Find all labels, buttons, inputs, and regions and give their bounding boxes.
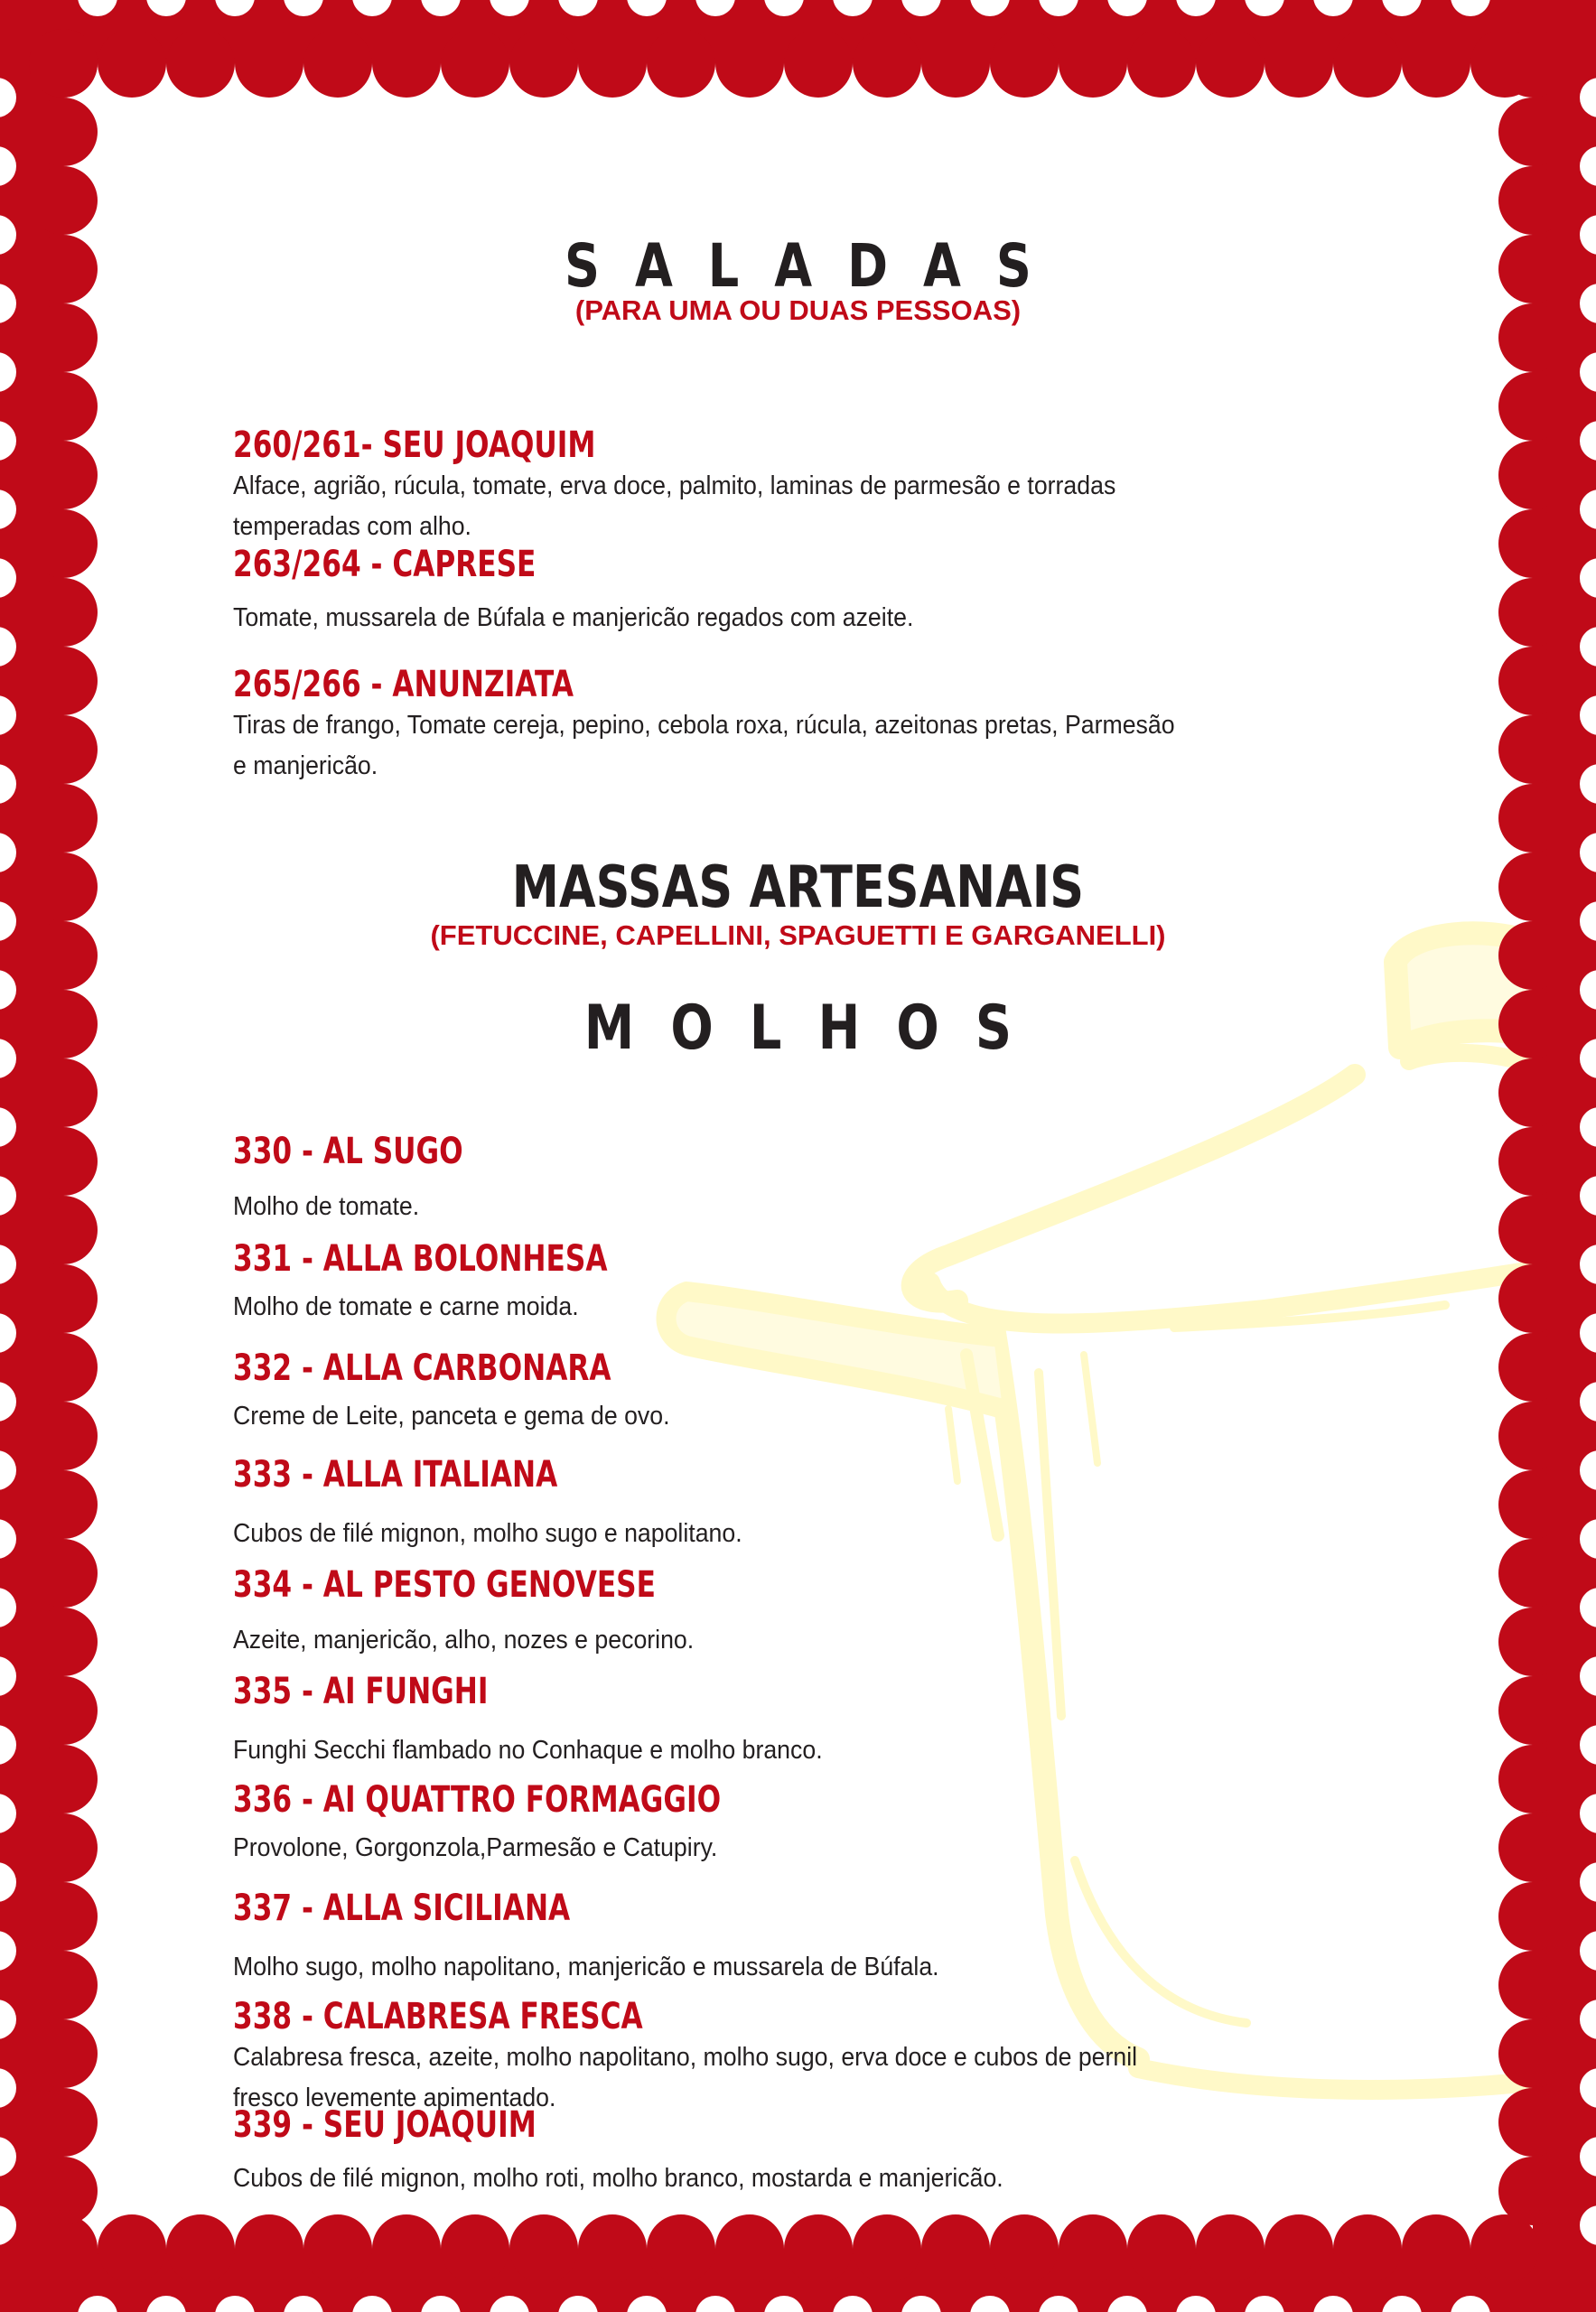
item-title: 330 - AL SUGO [233,1131,463,1172]
menu-item [233,424,1299,547]
item-title: 334 - AL PESTO GENOVESE [233,1564,656,1606]
saladas-subtitle: (PARA UMA OU DUAS PESSOAS) [574,294,1022,326]
item-title: 331 - ALLA BOLONHESA [233,1238,608,1280]
menu-item [233,1996,1299,2119]
menu-item [233,1454,1299,1554]
item-title: 335 - AI FUNGHI [233,1671,489,1712]
menu-item [233,2104,1299,2199]
menu-item [233,1671,1299,1771]
item-description: Azeite, manjericão, alho, nozes e pecorino. [233,1626,695,1655]
menu-item [233,1888,1299,1988]
item-description: Provolone, Gorgonzola,Parmesão e Catupiry. [233,1833,718,1862]
item-description: Molho de tomate e carne moida. [233,1292,579,1321]
menu-item [233,1779,1299,1869]
item-description: Funghi Secchi flambado no Conhaque e molho branco. [233,1736,823,1765]
menu-item [233,1347,1299,1437]
item-title: 336 - AI QUATTRO FORMAGGIO [233,1779,722,1821]
item-description: Molho de tomate. [233,1192,420,1221]
massas-title: MASSAS ARTESANAIS [511,854,1085,921]
menu-item [233,664,1299,787]
item-description: Molho sugo, molho napolitano, manjericão e mussarela de Búfala. [233,1953,939,1981]
menu-item [233,544,1299,639]
item-title: 337 - ALLA SICILIANA [233,1888,571,1929]
item-title: 333 - ALLA ITALIANA [233,1454,558,1496]
item-title: 339 - SEU JOAQUIM [233,2104,537,2146]
saladas-title: SALADAS [564,231,1067,301]
item-title: 332 - ALLA CARBONARA [233,1347,611,1389]
item-description: Cubos de filé mignon, molho sugo e napolitano. [233,1519,742,1548]
item-description: Tomate, mussarela de Búfala e manjericão regados com azeite. [233,603,914,632]
item-title: 338 - CALABRESA FRESCA [233,1996,643,2037]
item-title: 263/264 - CAPRESE [233,544,537,585]
item-description: Creme de Leite, panceta e gema de ovo. [233,1402,670,1431]
menu-item [233,1564,1299,1661]
molhos-title: MOLHOS [583,993,1049,1064]
item-title: 260/261- SEU JOAQUIM [233,424,596,466]
massas-subtitle: (FETUCCINE, CAPELLINI, SPAGUETTI E GARGANELLI) [430,919,1166,951]
menu-item [233,1131,1299,1227]
item-description: Calabresa fresca, azeite, molho napolitano, molho sugo, erva doce e cubos de pernil fresco levemente apimentado. [233,2043,1138,2112]
item-description: Tiras de frango, Tomate cereja, pepino, cebola roxa, rúcula, azeitonas pretas, Parmesão e manjericão. [233,711,1175,780]
item-description: Alface, agrião, rúcula, tomate, erva doce, palmito, laminas de parmesão e torradas temperadas com alho. [233,471,1116,541]
menu-item [233,1238,1299,1328]
item-title: 265/266 - ANUNZIATA [233,664,574,705]
item-description: Cubos de filé mignon, molho roti, molho branco, mostarda e manjericão. [233,2164,1003,2193]
